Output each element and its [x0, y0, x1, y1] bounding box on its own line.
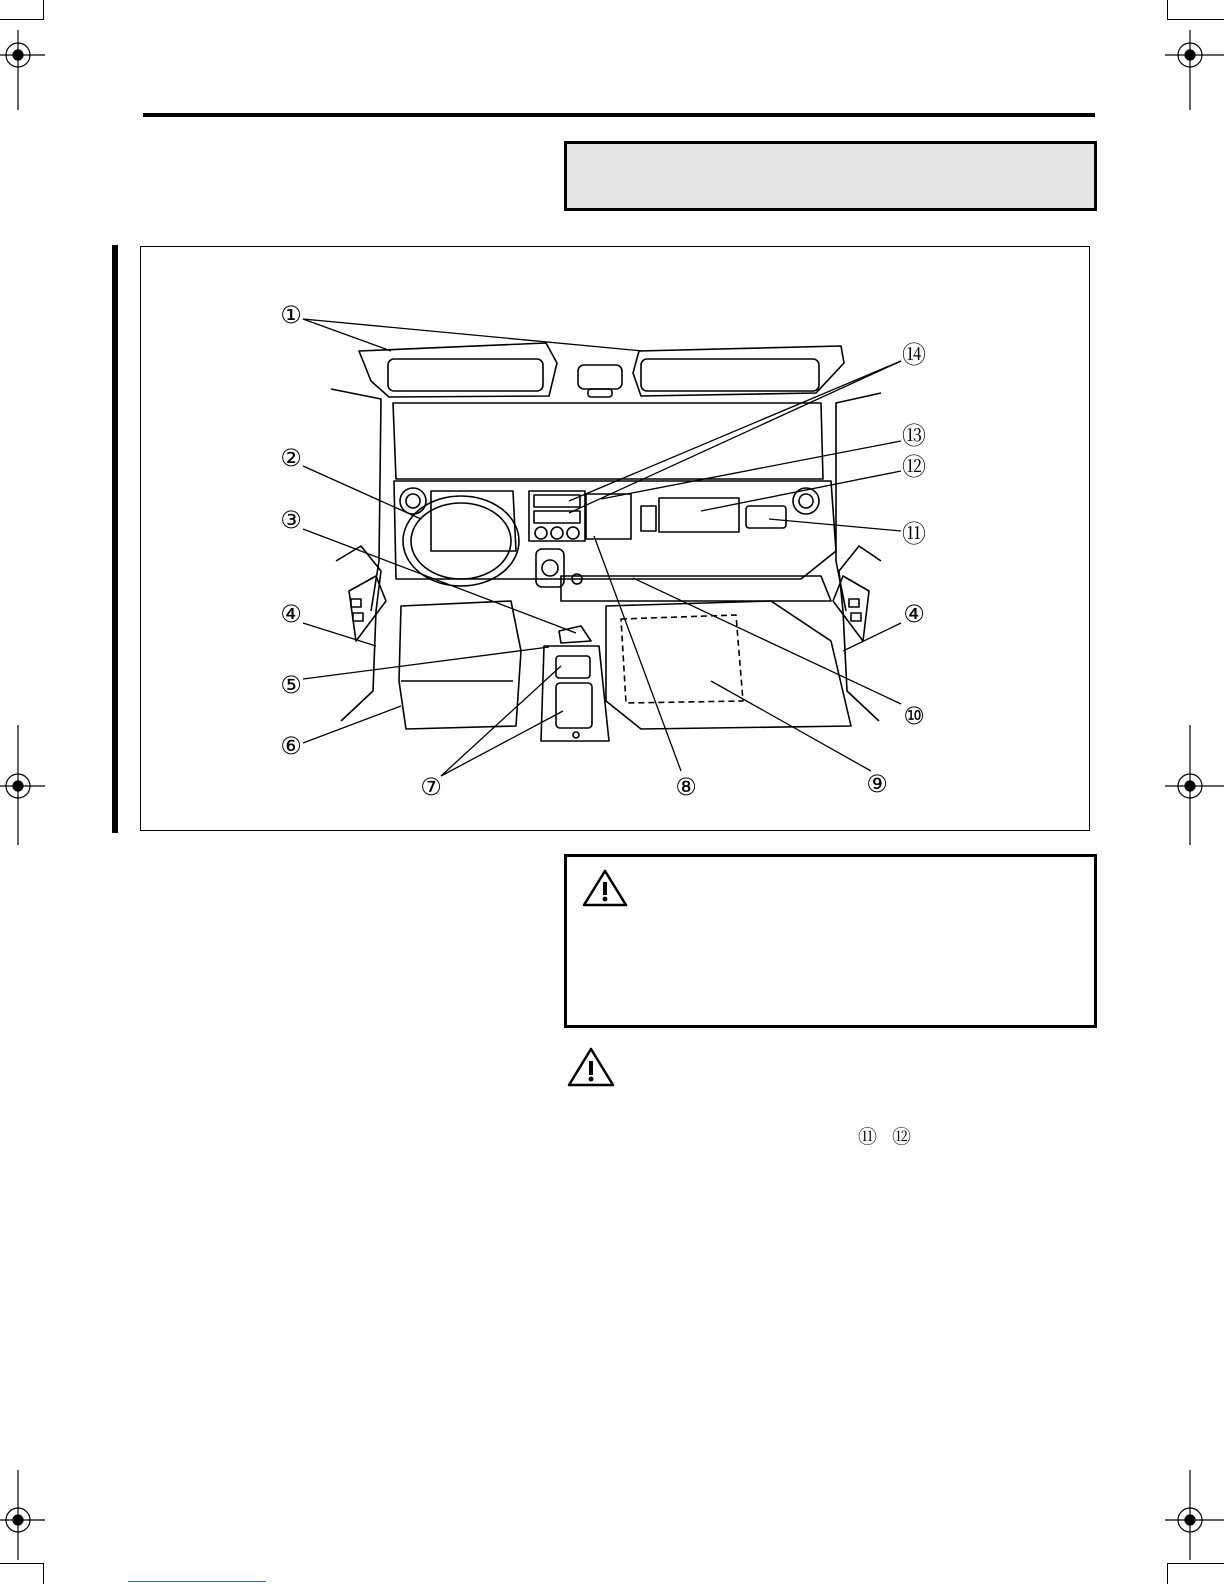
callout-8: ⑧ [675, 773, 697, 801]
interior-figure [140, 246, 1090, 831]
reference-item-11: ⑪ [858, 1126, 879, 1148]
callout-5: ⑤ [280, 671, 302, 699]
footer-link-line [128, 1581, 266, 1582]
callout-7: ⑦ [420, 773, 442, 801]
header-rule [143, 113, 1095, 117]
reference-item-12: ⑫ [892, 1126, 913, 1148]
callout-12: ⑫ [902, 453, 926, 481]
callout-1: ① [280, 301, 302, 329]
callout-10: ⑩ [903, 702, 925, 730]
section-side-bar [112, 245, 118, 833]
warning-item-reference [858, 1122, 926, 1149]
callout-4-left: ④ [280, 600, 302, 628]
section-header-box [564, 141, 1097, 211]
caution-triangle-icon [566, 1046, 616, 1088]
warning-box [564, 854, 1097, 1028]
callout-9: ⑨ [866, 770, 888, 798]
callout-6: ⑥ [280, 732, 302, 760]
warning-triangle-icon [581, 868, 629, 908]
callout-14: ⑭ [902, 341, 926, 369]
callout-4-right: ④ [903, 600, 925, 628]
callout-11: ⑪ [902, 520, 926, 548]
callout-3: ③ [280, 506, 302, 534]
cab-interior-illustration [141, 247, 1089, 830]
callout-2: ② [280, 444, 302, 472]
callout-13: ⑬ [902, 422, 926, 450]
